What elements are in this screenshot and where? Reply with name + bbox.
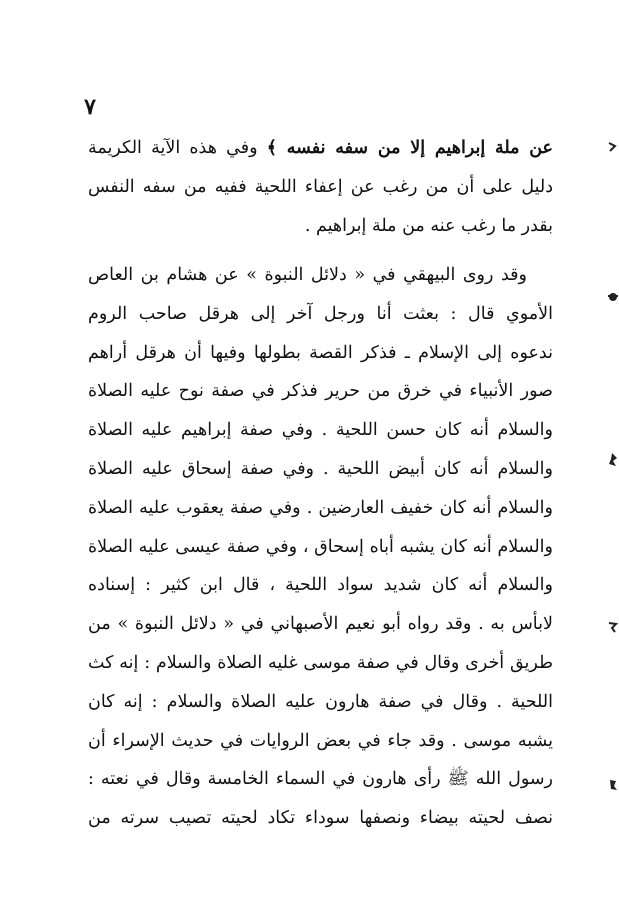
scan-artifact-mark <box>606 620 619 634</box>
text-line: لابأس به . وقد رواه أبو نعيم الأصبهاني في « دلائل النبوة » من <box>88 614 553 635</box>
paragraph-1 <box>88 129 553 245</box>
text-line: نصف لحيته بيضاء ونصفها سوداء تكاد لحيته تصيب سرته من <box>88 808 553 829</box>
text-line: الأموي قال : بعثت أنا ورجل آخر إلى هرقل صاحب الروم <box>88 303 553 324</box>
text-line: يشبه موسى . وقد جاء في بعض الروايات في حديث الإسراء أن <box>88 730 553 751</box>
page-number: ٧ <box>84 94 96 120</box>
text-line: والسلام أنه كان خفيف العارضين . وفي صفة يعقوب عليه الصلاة <box>88 497 553 518</box>
scan-artifact-mark <box>606 290 619 304</box>
text-line: رسول الله ﷺ رأى هارون في السماء الخامسة وقال في نعته : <box>88 769 553 790</box>
text-line: اللحية . وقال في صفة هارون عليه الصلاة والسلام : إنه كان <box>88 691 553 712</box>
text-line: والسلام أنه كان يشبه أباه إسحاق ، وفي صفة عيسى عليه الصلاة <box>88 536 553 557</box>
scan-artifact-mark <box>606 140 619 154</box>
scan-artifact-mark <box>606 452 619 466</box>
text-span: وفي هذه الآية الكريمة <box>88 138 267 158</box>
text-line: بقدر ما رغب عنه من ملة إبراهيم . <box>304 215 553 236</box>
text-line: دليل على أن من رغب عن إعفاء اللحية ففيه من سفه النفس <box>88 176 553 197</box>
text-line: وقد روى البيهقي في « دلائل النبوة » عن هشام بن العاص <box>88 265 527 285</box>
text-line <box>88 129 553 168</box>
paragraph-2 <box>88 256 553 838</box>
scan-artifact-mark <box>606 778 619 792</box>
text-line: صور الأنبياء في خرق من حرير فذكر في صفة نوح عليه الصلاة <box>88 381 553 402</box>
text-line: والسلام أنه كان شديد سواد اللحية ، قال ابن كثير : إسناده <box>88 575 553 596</box>
text-line: والسلام أنه كان حسن اللحية . وفي صفة إبراهيم عليه الصلاة <box>88 420 553 441</box>
text-line: والسلام أنه كان أبيض اللحية . وفي صفة إسحاق عليه الصلاة <box>88 458 553 479</box>
quran-quote-bold: عن ملة إبراهيم إلا من سفه نفسه ﴾ <box>266 138 553 158</box>
text-line: ندعوه إلى الإسلام ـ فذكر القصة بطولها وفيها أن هرقل أراهم <box>88 342 553 363</box>
text-line: طريق أخرى وقال في صفة موسى غليه الصلاة والسلام : إنه كث <box>88 652 553 673</box>
